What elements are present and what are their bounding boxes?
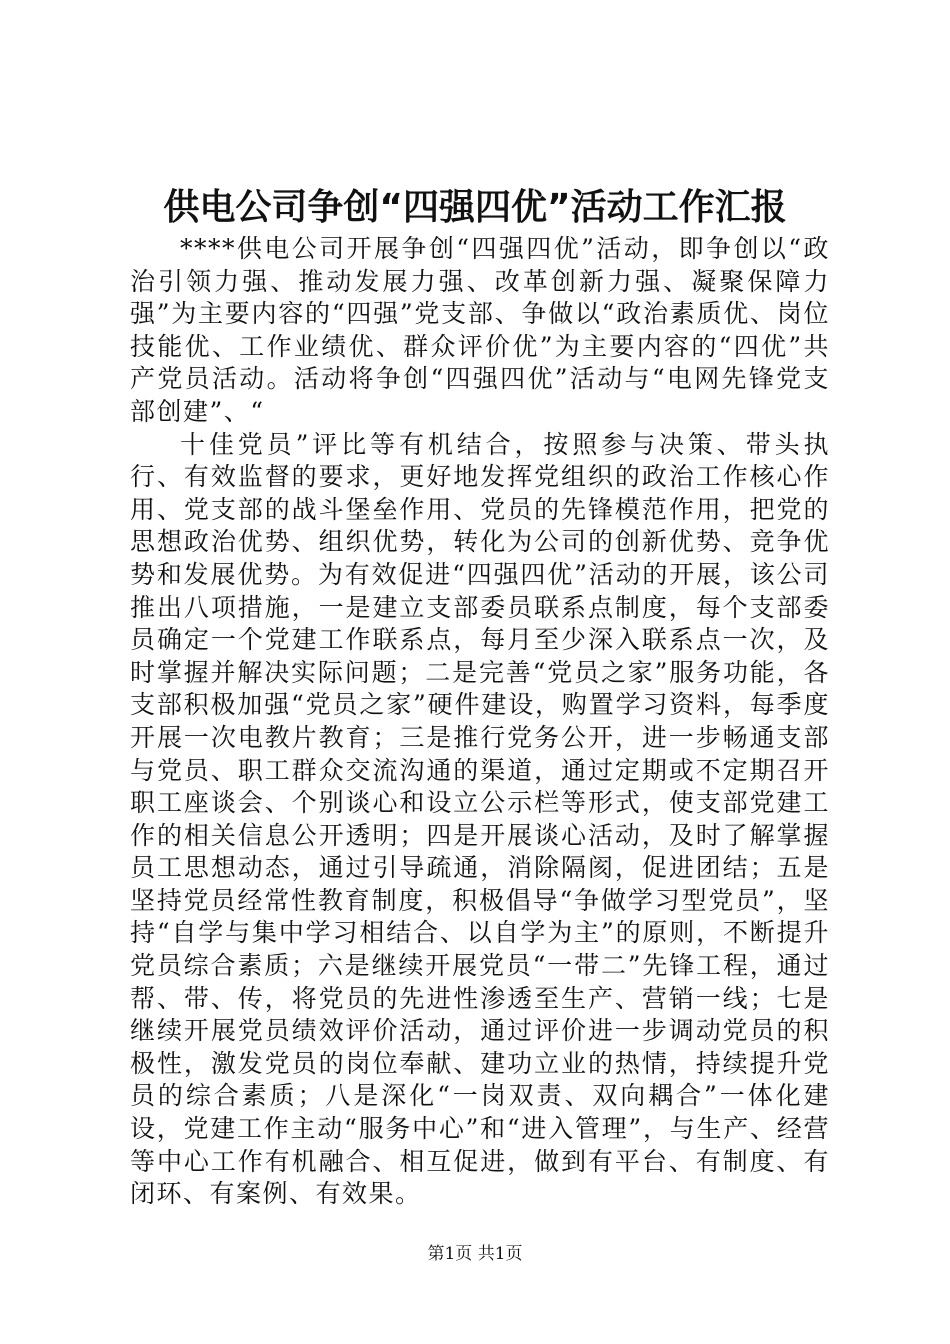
document-title: 供电公司争创“四强四优”活动工作汇报 xyxy=(163,187,787,228)
paragraph-2: 十佳党员”评比等有机结合，按照参与决策、带头执行、有效监督的要求，更好地发挥党组织的政治工作核心作用、党支部的战斗堡垒作用、党员的先锋模范作用，把党的思想政治优势、组织优势，转化为公司的创新优势、竞争优势和发展优势。为有效促进“四强四优”活动的开展，该公司推出八项措施，一是建立支部委员联系点制度，每个支部委员确定一个党建工作联系点，每月至少深入联系点一次，及时掌握并解决实际问题；二是完善“党员之家”服务功能，各支部积极加强“党员之家”硬件建设，购置学习资料，每季度开展一次电教片教育；三是推行党务公开，进一步畅通支部与党员、职工群众交流沟通的渠道，通过定期或不定期召开职工座谈会、个别谈心和设立公示栏等形式，使支部党建工作的相关信息公开透明；四是开展谈心活动，及时了解掌握员工思想动态，通过引导疏通，消除隔阂，促进团结；五是坚持党员经常性教育制度，积极倡导“争做学习型党员”，坚持“自学与集中学习相结合、以自学为主”的原则，不断提升党员综合素质；六是继续开展党员“一带二”先锋工程，通过帮、带、传，将党员的先进性渗透至生产、营销一线；七是继续开展党员绩效评价活动，通过评价进一步调动党员的积极性，激发党员的岗位奉献、建功立业的热情，持续提升党员的综合素质；八是深化“一岗双责、双向耦合”一体化建设，党建工作主动“服务中心”和“进入管理”，与生产、经营等中心工作有机融合、相互促进，做到有平台、有制度、有闭环、有案例、有效果。 xyxy=(130,429,830,1209)
page-number-footer: 第1页 共1页 xyxy=(427,1244,523,1264)
document-body xyxy=(130,233,830,1211)
paragraph-1: ****供电公司开展争创“四强四优”活动，即争创以“政治引领力强、推动发展力强、改革创新力强、凝聚保障力强”为主要内容的“四强”党支部、争做以“政治素质优、岗位技能优、工作业绩优、群众评价优”为主要内容的“四优”共产党员活动。活动将争创“四强四优”活动与“电网先锋党支部创建”、“ xyxy=(130,234,830,426)
